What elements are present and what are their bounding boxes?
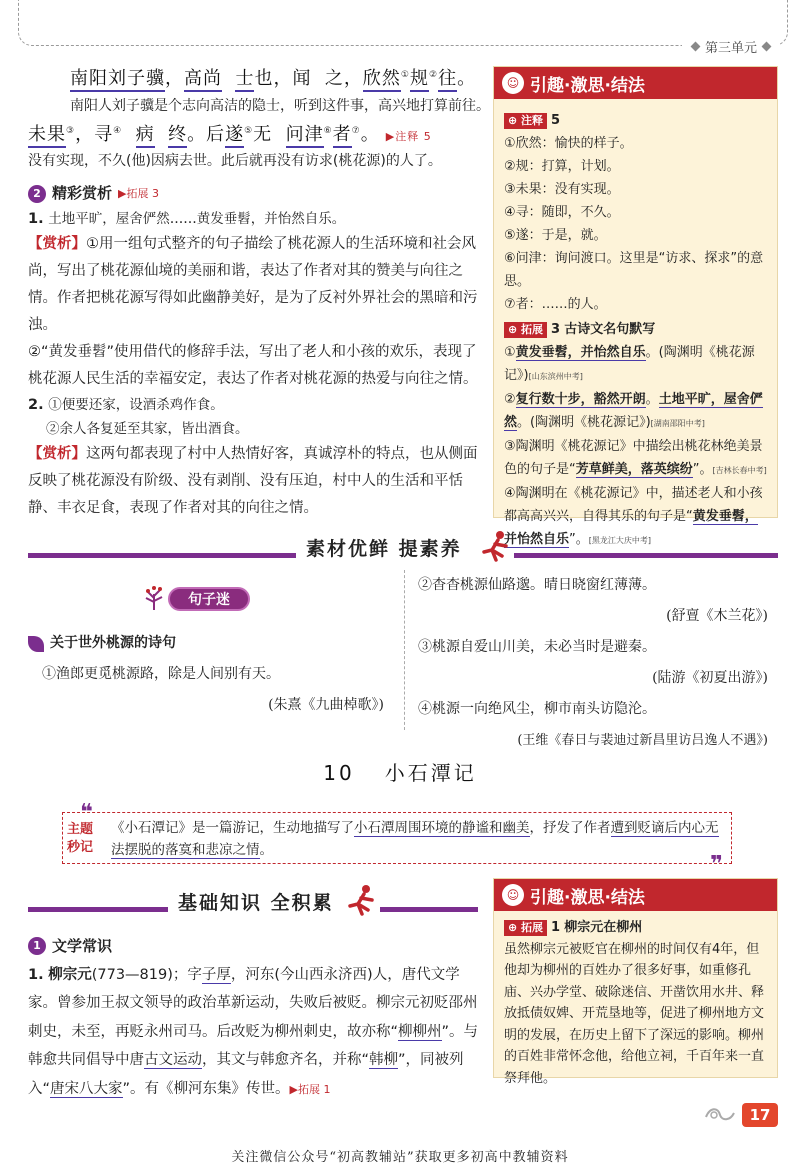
translation-1: 南阳人刘子骥是个志向高洁的隐士，听到这件事，高兴地打算前往。	[70, 98, 490, 114]
note-item: ①欣然：愉快的样子。	[504, 136, 633, 151]
word-zhong: 终	[168, 124, 187, 148]
ext-link[interactable]: ▶拓展 1	[289, 1082, 331, 1096]
footer-text: 关注微信公众号“初高教辅站”获取更多初高中教辅资料	[231, 1150, 569, 1165]
word-hou: 。后	[187, 124, 226, 145]
punct: 。	[360, 124, 380, 145]
ext-number: 1	[551, 920, 561, 935]
chapter-title	[0, 757, 800, 786]
item-number: 1.	[28, 966, 44, 983]
answer-text: 这两句都表现了村中人热情好客，真诚淳朴的特点，也从侧面反映了桃花源没有阶级、没有剥削、没有压迫，村中人的生活和平恬静、丰衣足食，表现了作者对其的向往之情。	[28, 446, 478, 516]
punct: ”。	[569, 532, 589, 547]
sidebar-header-title: 引趣·激思·结法	[530, 887, 645, 908]
ext-answer: 土地平旷，屋舍俨然	[504, 392, 763, 430]
text-part: ；字	[172, 966, 202, 983]
theme-box	[62, 812, 732, 864]
poem-source: (朱熹《九曲棹歌》)	[268, 697, 384, 713]
analysis-section	[28, 180, 480, 522]
ext-tag: ⊕ 拓展	[504, 322, 547, 338]
sidebar-body	[494, 99, 777, 558]
runner-icon	[480, 530, 510, 564]
note-item: ⑦者：……的人。	[504, 297, 607, 312]
question-number: 1.	[28, 211, 44, 227]
note-item: ③未果：没有实现。	[504, 182, 620, 197]
classical-line-2	[28, 120, 432, 146]
ext-tag-label: 拓展	[521, 921, 544, 934]
question-2b: ②余人各复延至其家，皆出酒食。	[46, 421, 249, 437]
lit-paragraph	[28, 961, 480, 1105]
text-part: ”。与韩愈共同倡导中唐	[28, 1023, 479, 1068]
poem-line: ③桃源自爱山川美，未必当时是避秦。	[418, 639, 656, 655]
ext-exam-source: [吉林长春中考]	[712, 466, 767, 475]
word-wu: 无	[253, 124, 273, 145]
text-part: ，河东(今山西永济西)人，唐代文学家。曾参加王叔文领导的政治革新运动，失败后被贬。柳宗元初贬邵州刺史，未至，再贬永州司马。后改贬为柳州刺史，故亦称“	[28, 966, 478, 1040]
poem-line: ①渔郎更觅桃源路，除是人间别有天。	[42, 666, 280, 682]
word-zhe: 者	[333, 124, 352, 148]
note-heading	[504, 109, 767, 132]
ext-item-1	[504, 341, 767, 388]
sidebar-header-title: 引趣·激思·结法	[530, 75, 645, 96]
banner-line-left	[28, 907, 168, 912]
section-title: 文学常识	[52, 937, 113, 955]
ext-tag: ⊕ 拓展	[504, 920, 547, 936]
note-mark: ③	[66, 126, 76, 136]
word-shi: 士	[235, 68, 254, 92]
note-mark: ④	[113, 126, 123, 136]
word-liuziji: 南阳刘子骥	[70, 68, 165, 92]
ext-title: 古诗文名句默写	[564, 322, 656, 337]
punct: 。	[457, 68, 477, 89]
word-sui: 遂	[225, 124, 244, 148]
ext-exam-source: [黑龙江大庆中考]	[588, 536, 652, 545]
ext-answer: 黄发垂髫，并怡然自乐	[515, 345, 646, 360]
text-part: ”，同被列入“	[28, 1052, 464, 1097]
unit-label	[682, 36, 780, 56]
ext-answer: 黄发垂髫，并怡然自乐	[504, 509, 758, 547]
runner-icon	[346, 884, 376, 918]
keyword: 古文运动	[144, 1052, 202, 1068]
text-part: 传世。	[246, 1080, 290, 1097]
note-mark: ⑥	[323, 126, 333, 136]
punct: 。	[645, 392, 659, 407]
banner-title: 基础知识 全积累	[170, 888, 342, 915]
theme-text	[111, 817, 725, 861]
note-item: ④寻：随即，不久。	[504, 205, 620, 220]
ext-link[interactable]: ▶拓展 3	[118, 187, 159, 200]
tree-icon	[142, 584, 166, 612]
poem-source: (陆游《初夏出游》)	[652, 670, 768, 686]
question-1	[28, 207, 480, 231]
ext-exam-source: [山东滨州中考]	[528, 372, 583, 381]
material-divider	[404, 570, 405, 730]
word-zhi: 之，	[324, 68, 363, 89]
ext-tag-label: 拓展	[521, 323, 544, 336]
theme-part: ，抒发了作者	[529, 820, 611, 836]
material-left	[28, 628, 398, 721]
ext-source-text: 。(陶渊明《桃花源记》)	[517, 415, 651, 430]
sidebar-header	[494, 67, 777, 99]
theme-part: 《小石潭记》是一篇游记，生动地描写了	[111, 820, 354, 836]
note-number: 5	[551, 113, 561, 128]
section-number: 1	[28, 937, 46, 955]
ext-index: ②	[504, 392, 516, 407]
theme-highlight: 遭到贬谪后内心无法摆脱的落寞和悲凉之情	[111, 820, 719, 858]
diamond-icon	[762, 41, 772, 51]
banner-line-left	[28, 553, 296, 558]
sidebar-header	[494, 879, 777, 911]
text-part: ，其文与韩愈齐名，并称“	[202, 1052, 370, 1068]
lit-heading	[28, 932, 480, 961]
question-2	[28, 393, 480, 417]
ext-question: ④陶渊明在《桃花源记》中，描述老人和小孩都高高兴兴，自得其乐的句子是“	[504, 486, 763, 524]
ext-heading	[504, 318, 767, 341]
sentence-pill: 句子迷	[168, 587, 250, 611]
poem-line: ②杳杳桃源仙路邈。晴日晓窗红薄薄。	[418, 577, 656, 593]
keyword: 唐宋八大家	[50, 1080, 123, 1097]
punct: ，	[165, 68, 184, 89]
smile-icon: ☺	[502, 884, 524, 906]
word-wang: 往	[438, 68, 457, 92]
quote-close-icon: ❞	[710, 852, 723, 877]
banner-line-right	[514, 553, 778, 558]
chapter-number: 10	[323, 761, 355, 785]
ext-body: 虽然柳宗元被贬官在柳州的时间仅有4年，但他却为柳州的百姓办了很多好事，如重修孔庙、兴办学堂、破除迷信、开凿饮用水井、释放抵债奴婢、开荒垦地等，促进了柳州地方文明的发展，在历史上留下了深远的影响。柳州的百姓非常怀念他，给他立祠，千百年来一直祭拜他。	[504, 941, 765, 1086]
banner-material	[28, 530, 778, 570]
word-xun: ，寻	[75, 124, 114, 145]
keyword: 子厚	[201, 966, 231, 983]
analysis-heading	[28, 180, 480, 207]
question-text: 土地平旷，屋舍俨然……黄发垂髫，并怡然自乐。	[48, 211, 346, 227]
swirl-icon	[704, 1105, 738, 1125]
section-title: 精彩赏析	[52, 184, 113, 202]
poem-source: (舒亶《木兰花》)	[666, 608, 768, 624]
word-gaoshang: 高尚	[184, 68, 222, 92]
theme-highlight: 小石潭周围环境的静谧和幽美	[354, 820, 530, 836]
answer-label: 【赏析】	[28, 446, 86, 462]
word-bing: 病	[136, 124, 155, 148]
ext-exam-source: [湖南邵阳中考]	[650, 419, 705, 428]
diamond-icon	[691, 41, 701, 51]
text-part: ”。有	[122, 1080, 160, 1097]
material-heading	[28, 628, 398, 659]
unit-label-text: 第三单元	[704, 40, 757, 56]
book-title: 《柳河东集》	[159, 1080, 247, 1097]
answer-text: ①用一组句式整齐的句子描绘了桃花源人的生活环境和社会风尚，写出了桃花源仙境的美丽和谐，表达了作者对其的赞美与向往之情。作者把桃花源写得如此幽静美好，是为了反衬外界社会的黑暗和污浊。	[28, 236, 478, 333]
author-name: 柳宗元	[48, 966, 92, 983]
sidebar-notes	[493, 66, 778, 547]
classical-line-1	[70, 64, 476, 90]
note-mark: ②	[428, 70, 439, 80]
word-wenjin: 问津	[286, 124, 324, 148]
header-frame	[18, 0, 788, 46]
leaf-icon	[28, 636, 44, 652]
ext-title: 柳宗元在柳州	[564, 920, 643, 935]
note-tag: ⊕ 注释	[504, 113, 547, 129]
banner-basics	[28, 884, 478, 924]
ext-source-text: 。(陶渊明《桃花源记》)	[504, 345, 755, 383]
ext-question: ③陶渊明《桃花源记》中描绘出桃花林绝美景色的句子是“	[504, 439, 763, 477]
sidebar-extension	[493, 878, 778, 1086]
word-weiguo: 未果	[28, 124, 66, 148]
punct: ”。	[692, 462, 713, 477]
material-right	[418, 570, 778, 756]
answer-2	[28, 441, 480, 522]
word-gui: 规	[410, 68, 429, 92]
poem-source: (王维《春日与裴迪过新昌里访吕逸人不遇》)	[517, 733, 768, 748]
author-dates: (773—819)	[91, 966, 173, 983]
chapter-name: 小石潭记	[384, 761, 477, 785]
theme-part: 。	[259, 842, 273, 858]
ext-item-3	[504, 435, 767, 482]
sidebar-body	[494, 911, 777, 1095]
banner-title: 素材优鲜 提素养	[298, 534, 470, 561]
question-text: ①便要还家，设酒杀鸡作食。	[48, 397, 224, 413]
lit-section	[28, 932, 480, 1104]
note-item: ⑥问津：询问渡口。这里是“访求、探求”的意思。	[504, 251, 764, 289]
poem-line: ④桃源一向绝风尘，柳市南头访隐沦。	[418, 701, 656, 717]
question-number: 2.	[28, 397, 44, 413]
answer-1b: ②“黄发垂髫”使用借代的修辞手法，写出了老人和小孩的欢乐，表现了桃花源人民生活的幸福安定，表达了作者对桃花源的热爱与向往之情。	[28, 344, 478, 387]
ext-answer: 复行数十步，豁然开朗	[515, 392, 646, 407]
ext-item-2	[504, 388, 767, 435]
material-heading-text: 关于世外桃源的诗句	[50, 635, 176, 651]
banner-line-right	[380, 907, 478, 912]
note-mark: ⑦	[351, 126, 361, 136]
quote-open-icon: ❝	[80, 800, 93, 825]
note-mark: ⑤	[244, 126, 254, 136]
page-number: 17	[742, 1103, 778, 1127]
ext-heading	[504, 917, 767, 939]
keyword: 柳柳州	[398, 1023, 442, 1040]
keyword: 韩柳	[369, 1052, 399, 1068]
section-number: 2	[28, 185, 46, 203]
note-item: ②规：打算，计划。	[504, 159, 620, 174]
note-item: ⑤遂：于是，就。	[504, 228, 607, 243]
theme-label: 主题秒记	[67, 822, 94, 855]
translation-2: 没有实现，不久(他)因病去世。此后就再没有访求(桃花源)的人了。	[28, 153, 442, 169]
note-tag-label: 注释	[521, 114, 544, 127]
ext-index: ①	[504, 345, 516, 360]
smile-icon: ☺	[502, 72, 524, 94]
ext-number: 3	[551, 322, 561, 337]
note-link[interactable]: ▶注释 5	[385, 130, 432, 143]
word-yewen: 也，闻	[254, 68, 312, 89]
answer-label: 【赏析】	[28, 236, 86, 252]
ext-answer: 芳草鲜美，落英缤纷	[575, 462, 693, 477]
answer-1	[28, 231, 480, 339]
note-mark: ①	[400, 70, 410, 80]
word-xinran: 欣然	[363, 68, 401, 92]
